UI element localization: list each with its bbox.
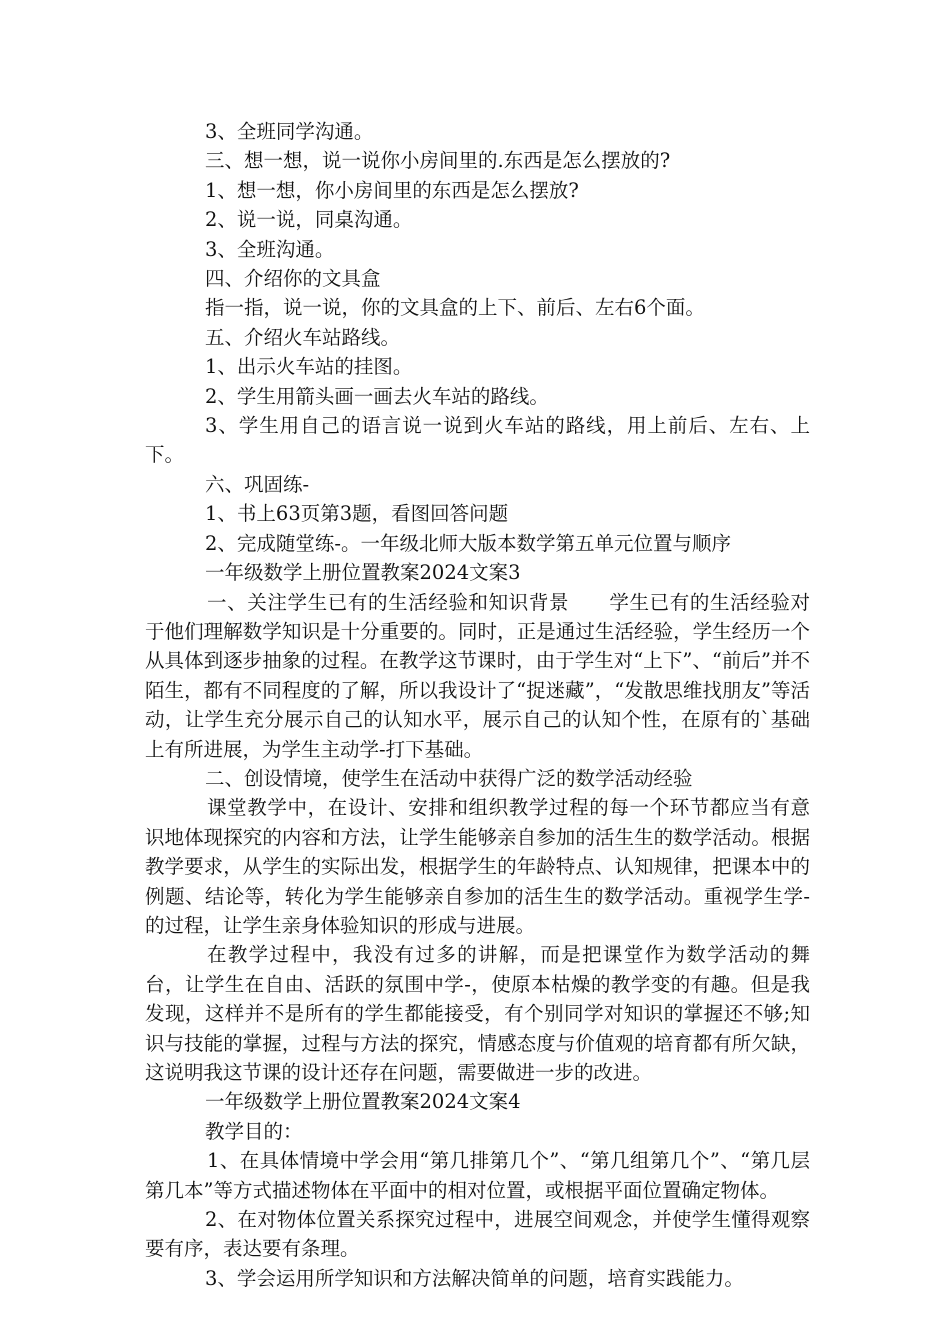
section-heading: 二、创设情境，使学生在活动中获得广泛的数学活动经验 — [205, 766, 693, 790]
paragraph: 3、全班同学沟通。 — [205, 120, 374, 143]
section-heading: 教学目的： — [205, 1119, 303, 1143]
paragraph: 课堂教学中，在设计、安排和组织教学过程的每一个环节都应当有意识地体现探究的内容和方法，让学生能够亲自参加的活生生的数学活动。根据教学要求，从学生的实际出发，根据学生的年龄特点、认知规律，把课本中的例题、结论等，转化为学生能够亲自参加的活生生的数学活动。重视学生学-的过程，让学生亲身体验知识的形成与进展。 — [145, 796, 810, 937]
paragraph: 一、关注学生已有的生活经验和知识背景 学生已有的生活经验对于他们理解数学知识是十分重要的。同时，正是通过生活经验，学生经历一个从具体到逐步抽象的过程。在教学这节课时，由于学生对“上下”、“前后”并不陌生，都有不同程度的了解，所以我设计了“捉迷藏”，“发散思维找朋友”等活动，让学生充分展示自己的认知水平，展示自己的认知个性，在原有的`基础上有所进展，为学生主动学-打下基础。 — [145, 590, 810, 761]
paragraph: 2、学生用箭头画一画去火车站的路线。 — [205, 384, 549, 408]
paragraph: 1、出示火车站的挂图。 — [205, 355, 413, 379]
paragraph: 2、完成随堂练-。一年级北师大版本数学第五单元位置与顺序 — [205, 531, 731, 555]
document-title: 一年级数学上册位置教案2024文案4 — [205, 1090, 521, 1114]
paragraph: 指一指，说一说，你的文具盒的上下、前后、左右6个面。 — [205, 296, 705, 320]
document-body — [145, 117, 810, 1293]
paragraph: 在教学过程中，我没有过多的讲解，而是把课堂作为数学活动的舞台，让学生在自由、活跃的氛围中学-，使原本枯燥的教学变的有趣。但是我发现，这样并不是所有的学生都能接受，有个别同学对知识的掌握还不够;知识与技能的掌握，过程与方法的探究，情感态度与价值观的培育都有所欠缺，这说明我这节课的设计还存在问题，需要做进一步的改进。 — [145, 943, 810, 1084]
paragraph: 3、全班沟通。 — [205, 237, 335, 261]
paragraph: 1、想一想，你小房间里的东西是怎么摆放? — [205, 178, 579, 202]
section-heading: 五、介绍火车站路线。 — [205, 325, 401, 349]
paragraph: 2、在对物体位置关系探究过程中，进展空间观念，并使学生懂得观察要有序，表达要有条理。 — [145, 1208, 810, 1261]
paragraph: 3、学生用自己的语言说一说到火车站的路线，用上前后、左右、上下。 — [145, 414, 810, 467]
document-title: 一年级数学上册位置教案2024文案3 — [205, 561, 521, 585]
paragraph: 1、书上63页第3题，看图回答问题 — [205, 502, 509, 526]
section-heading: 三、想一想，说一说你小房间里的.东西是怎么摆放的? — [205, 149, 671, 173]
section-heading: 四、介绍你的文具盒 — [205, 267, 381, 291]
paragraph: 3、学会运用所学知识和方法解决简单的问题，培育实践能力。 — [205, 1266, 744, 1290]
paragraph: 2、说一说，同桌沟通。 — [205, 208, 413, 232]
section-heading: 六、巩固练- — [205, 472, 310, 496]
paragraph: 1、在具体情境中学会用“第几排第几个”、“第几组第几个”、“第几层第几本”等方式描述物体在平面中的相对位置，或根据平面位置确定物体。 — [145, 1149, 810, 1202]
